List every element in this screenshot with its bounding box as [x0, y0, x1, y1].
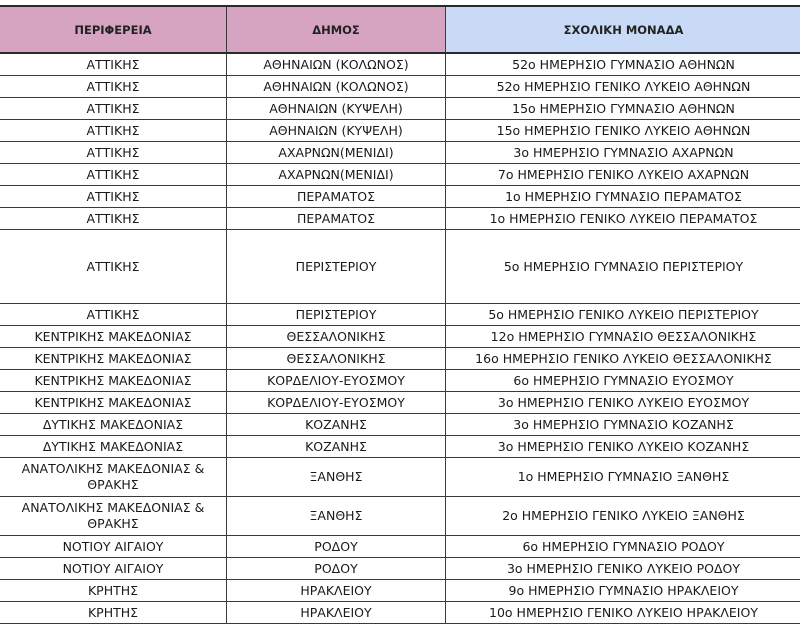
cell-municipality: ΠΕΡΑΜΑΤΟΣ	[227, 208, 446, 230]
cell-municipality: ΘΕΣΣΑΛΟΝΙΚΗΣ	[227, 326, 446, 348]
cell-municipality: ΑΘΗΝΑΙΩΝ (ΚΟΛΩΝΟΣ)	[227, 53, 446, 76]
cell-school: 1ο ΗΜΕΡΗΣΙΟ ΓΥΜΝΑΣΙΟ ΞΑΝΘΗΣ	[446, 458, 800, 497]
cell-region: ΔΥΤΙΚΗΣ ΜΑΚΕΔΟΝΙΑΣ	[0, 436, 227, 458]
cell-municipality: ΗΡΑΚΛΕΙΟΥ	[227, 580, 446, 602]
cell-school: 6ο ΗΜΕΡΗΣΙΟ ΓΥΜΝΑΣΙΟ ΕΥΟΣΜΟΥ	[446, 370, 800, 392]
cell-municipality: ΚΟΖΑΝΗΣ	[227, 414, 446, 436]
cell-school: 12ο ΗΜΕΡΗΣΙΟ ΓΥΜΝΑΣΙΟ ΘΕΣΣΑΛΟΝΙΚΗΣ	[446, 326, 800, 348]
cell-school: 6ο ΗΜΕΡΗΣΙΟ ΓΥΜΝΑΣΙΟ ΡΟΔΟΥ	[446, 536, 800, 558]
cell-region: ΝΟΤΙΟΥ ΑΙΓΑΙΟΥ	[0, 558, 227, 580]
cell-school: 5ο ΗΜΕΡΗΣΙΟ ΓΥΜΝΑΣΙΟ ΠΕΡΙΣΤΕΡΙΟΥ	[446, 230, 800, 304]
cell-region: ΑΤΤΙΚΗΣ	[0, 98, 227, 120]
cell-municipality: ΑΘΗΝΑΙΩΝ (ΚΟΛΩΝΟΣ)	[227, 76, 446, 98]
cell-municipality: ΑΘΗΝΑΙΩΝ (ΚΥΨΕΛΗ)	[227, 120, 446, 142]
table-row	[0, 348, 800, 370]
cell-municipality: ΑΧΑΡΝΩΝ(ΜΕΝΙΔΙ)	[227, 142, 446, 164]
cell-region: ΚΡΗΤΗΣ	[0, 580, 227, 602]
table-row	[0, 208, 800, 230]
table-row	[0, 304, 800, 326]
table-row	[0, 186, 800, 208]
cell-region: ΚΕΝΤΡΙΚΗΣ ΜΑΚΕΔΟΝΙΑΣ	[0, 370, 227, 392]
table-row	[0, 326, 800, 348]
cell-school: 10ο ΗΜΕΡΗΣΙΟ ΓΕΝΙΚΟ ΛΥΚΕΙΟ ΗΡΑΚΛΕΙΟΥ	[446, 602, 800, 624]
schools-table	[0, 5, 800, 624]
cell-school: 3ο ΗΜΕΡΗΣΙΟ ΓΕΝΙΚΟ ΛΥΚΕΙΟ ΕΥΟΣΜΟΥ	[446, 392, 800, 414]
cell-region: ΔΥΤΙΚΗΣ ΜΑΚΕΔΟΝΙΑΣ	[0, 414, 227, 436]
cell-school: 3ο ΗΜΕΡΗΣΙΟ ΓΕΝΙΚΟ ΛΥΚΕΙΟ ΡΟΔΟΥ	[446, 558, 800, 580]
cell-region: ΑΝΑΤΟΛΙΚΗΣ ΜΑΚΕΔΟΝΙΑΣ & ΘΡΑΚΗΣ	[0, 497, 227, 536]
header-school: ΣΧΟΛΙΚΗ ΜΟΝΑΔΑ	[446, 6, 800, 53]
cell-municipality: ΞΑΝΘΗΣ	[227, 497, 446, 536]
cell-school: 3ο ΗΜΕΡΗΣΙΟ ΓΕΝΙΚΟ ΛΥΚΕΙΟ ΚΟΖΑΝΗΣ	[446, 436, 800, 458]
cell-school: 9ο ΗΜΕΡΗΣΙΟ ΓΥΜΝΑΣΙΟ ΗΡΑΚΛΕΙΟΥ	[446, 580, 800, 602]
cell-school: 16ο ΗΜΕΡΗΣΙΟ ΓΕΝΙΚΟ ΛΥΚΕΙΟ ΘΕΣΣΑΛΟΝΙΚΗΣ	[446, 348, 800, 370]
cell-region: ΑΤΤΙΚΗΣ	[0, 164, 227, 186]
cell-region: ΚΕΝΤΡΙΚΗΣ ΜΑΚΕΔΟΝΙΑΣ	[0, 392, 227, 414]
cell-school: 3ο ΗΜΕΡΗΣΙΟ ΓΥΜΝΑΣΙΟ ΚΟΖΑΝΗΣ	[446, 414, 800, 436]
table-row	[0, 497, 800, 536]
cell-region: ΝΟΤΙΟΥ ΑΙΓΑΙΟΥ	[0, 536, 227, 558]
table-row	[0, 230, 800, 304]
cell-school: 1ο ΗΜΕΡΗΣΙΟ ΓΕΝΙΚΟ ΛΥΚΕΙΟ ΠΕΡΑΜΑΤΟΣ	[446, 208, 800, 230]
table-row	[0, 436, 800, 458]
table-row	[0, 164, 800, 186]
cell-region: ΚΕΝΤΡΙΚΗΣ ΜΑΚΕΔΟΝΙΑΣ	[0, 348, 227, 370]
cell-municipality: ΑΘΗΝΑΙΩΝ (ΚΥΨΕΛΗ)	[227, 98, 446, 120]
cell-municipality: ΡΟΔΟΥ	[227, 558, 446, 580]
cell-region: ΑΤΤΙΚΗΣ	[0, 208, 227, 230]
header-region: ΠΕΡΙΦΕΡΕΙΑ	[0, 6, 227, 53]
cell-school: 15ο ΗΜΕΡΗΣΙΟ ΓΥΜΝΑΣΙΟ ΑΘΗΝΩΝ	[446, 98, 800, 120]
table-row	[0, 392, 800, 414]
cell-school: 5ο ΗΜΕΡΗΣΙΟ ΓΕΝΙΚΟ ΛΥΚΕΙΟ ΠΕΡΙΣΤΕΡΙΟΥ	[446, 304, 800, 326]
cell-region: ΑΤΤΙΚΗΣ	[0, 76, 227, 98]
header-row	[0, 6, 800, 53]
cell-region: ΑΤΤΙΚΗΣ	[0, 120, 227, 142]
table-row	[0, 120, 800, 142]
cell-municipality: ΡΟΔΟΥ	[227, 536, 446, 558]
cell-school: 52ο ΗΜΕΡΗΣΙΟ ΓΥΜΝΑΣΙΟ ΑΘΗΝΩΝ	[446, 53, 800, 76]
table-row	[0, 580, 800, 602]
table-row	[0, 98, 800, 120]
cell-school: 15ο ΗΜΕΡΗΣΙΟ ΓΕΝΙΚΟ ΛΥΚΕΙΟ ΑΘΗΝΩΝ	[446, 120, 800, 142]
table-row	[0, 142, 800, 164]
cell-school: 1ο ΗΜΕΡΗΣΙΟ ΓΥΜΝΑΣΙΟ ΠΕΡΑΜΑΤΟΣ	[446, 186, 800, 208]
cell-school: 7ο ΗΜΕΡΗΣΙΟ ΓΕΝΙΚΟ ΛΥΚΕΙΟ ΑΧΑΡΝΩΝ	[446, 164, 800, 186]
cell-municipality: ΚΟΡΔΕΛΙΟΥ-ΕΥΟΣΜΟΥ	[227, 392, 446, 414]
cell-school: 52ο ΗΜΕΡΗΣΙΟ ΓΕΝΙΚΟ ΛΥΚΕΙΟ ΑΘΗΝΩΝ	[446, 76, 800, 98]
cell-municipality: ΠΕΡΙΣΤΕΡΙΟΥ	[227, 304, 446, 326]
cell-municipality: ΑΧΑΡΝΩΝ(ΜΕΝΙΔΙ)	[227, 164, 446, 186]
cell-municipality: ΗΡΑΚΛΕΙΟΥ	[227, 602, 446, 624]
cell-region: ΑΤΤΙΚΗΣ	[0, 230, 227, 304]
cell-region: ΑΤΤΙΚΗΣ	[0, 304, 227, 326]
table-row	[0, 558, 800, 580]
cell-school: 2ο ΗΜΕΡΗΣΙΟ ΓΕΝΙΚΟ ΛΥΚΕΙΟ ΞΑΝΘΗΣ	[446, 497, 800, 536]
cell-region: ΑΤΤΙΚΗΣ	[0, 142, 227, 164]
header-municipality: ΔΗΜΟΣ	[227, 6, 446, 53]
cell-municipality: ΠΕΡΙΣΤΕΡΙΟΥ	[227, 230, 446, 304]
cell-municipality: ΘΕΣΣΑΛΟΝΙΚΗΣ	[227, 348, 446, 370]
cell-municipality: ΠΕΡΑΜΑΤΟΣ	[227, 186, 446, 208]
table-row	[0, 458, 800, 497]
cell-municipality: ΚΟΡΔΕΛΙΟΥ-ΕΥΟΣΜΟΥ	[227, 370, 446, 392]
cell-school: 3ο ΗΜΕΡΗΣΙΟ ΓΥΜΝΑΣΙΟ ΑΧΑΡΝΩΝ	[446, 142, 800, 164]
table-row	[0, 76, 800, 98]
cell-municipality: ΚΟΖΑΝΗΣ	[227, 436, 446, 458]
cell-region: ΚΡΗΤΗΣ	[0, 602, 227, 624]
cell-region: ΑΤΤΙΚΗΣ	[0, 186, 227, 208]
cell-region: ΚΕΝΤΡΙΚΗΣ ΜΑΚΕΔΟΝΙΑΣ	[0, 326, 227, 348]
table-row	[0, 370, 800, 392]
cell-region: ΑΤΤΙΚΗΣ	[0, 53, 227, 76]
cell-municipality: ΞΑΝΘΗΣ	[227, 458, 446, 497]
table-row	[0, 414, 800, 436]
table-row	[0, 53, 800, 76]
table-row	[0, 536, 800, 558]
cell-region: ΑΝΑΤΟΛΙΚΗΣ ΜΑΚΕΔΟΝΙΑΣ & ΘΡΑΚΗΣ	[0, 458, 227, 497]
table-row	[0, 602, 800, 624]
